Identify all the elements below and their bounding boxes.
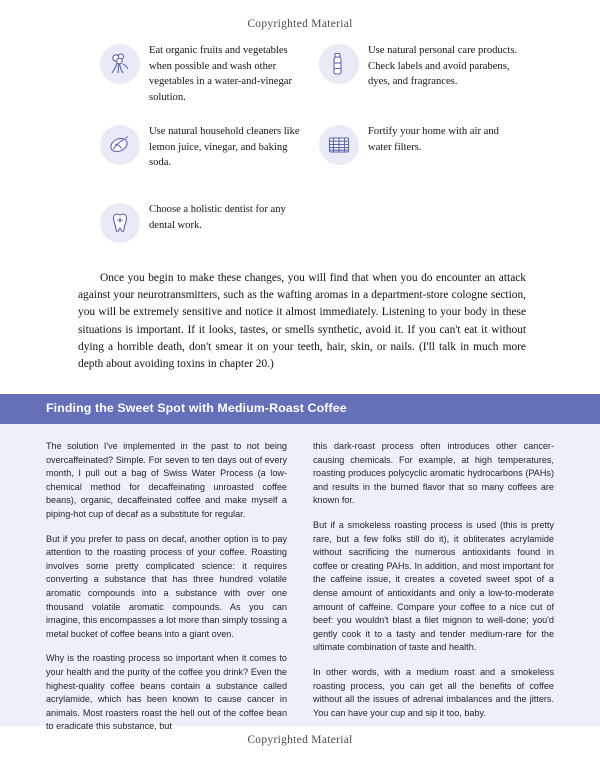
sidebar-paragraph: Why is the roasting process so important when it comes to your health and the purity of the coffee you drink? Even the highest-quality coffee beans contain a substance called acrylamide, which has been known to cause cancer in animals. Most roasters roast the hell out of the coffee bean to eradicate this substance, but xyxy=(46,653,287,732)
tip-text: Use natural personal care products. Check labels and avoid parabens, dyes, and fragrances. xyxy=(368,45,518,87)
tip-text: Fortify your home with air and water filters. xyxy=(368,126,499,153)
running-head-bottom: Copyrighted Material xyxy=(247,734,353,746)
sidebar-title-bar xyxy=(0,394,600,424)
tip-text: Choose a holistic dentist for any dental work. xyxy=(149,204,286,231)
sidebar-callout xyxy=(0,394,600,732)
tip-item xyxy=(100,201,301,261)
sidebar-column-left xyxy=(46,440,287,734)
sidebar-title: Finding the Sweet Spot with Medium-Roast Coffee xyxy=(46,401,347,415)
sidebar-column-right xyxy=(313,440,554,734)
lead-paragraph: Once you begin to make these changes, you will find that when you do encounter an attack against your neurotransmitters, such as the wafting aromas in a department-store cologne section, you will be extremely sensitive and notice it almost immediately. Listening to your body in these situations is important. If it looks, tastes, or smells synthetic, avoid it. If you can't eat it without dying a horrible death, don't smear it on your teeth, hair, skin, or nails. (I'll talk in much more depth about avoiding toxins in chapter 20.) xyxy=(78,272,526,371)
lotion-bottle-icon xyxy=(319,44,359,84)
tips-grid xyxy=(100,42,520,279)
sidebar-paragraph: The solution I've implemented in the past to not being overcaffeinated? Simple. For seven to ten days out of every month, I pull out a bag of Swiss Water Process (a low-chemical method for decaffeinating unroasted coffee beans), organic, decaffeinated coffee and make myself a piping-hot cup of decaf as a substitute for regular. xyxy=(46,441,287,519)
sidebar-paragraph: In other words, with a medium roast and a smokeless roasting process, you can get all the benefits of coffee without all the issues of adrenal imbalances and the jitters. You can have your cup and sip it too, baby. xyxy=(313,666,554,718)
tip-item xyxy=(100,123,301,183)
sidebar-paragraph: this dark-roast process often introduces other cancer-causing chemicals. For example, at high temperatures, roasting produces polycyclic aromatic hydrocarbons (PAHs) and results in the burned flavor that so many coffees are known for. xyxy=(313,441,554,506)
running-head-top: Copyrighted Material xyxy=(247,18,353,30)
sidebar-columns xyxy=(46,440,554,734)
sidebar-paragraph: But if a smokeless roasting process is used (this is pretty rare, but a few folks still do it), it obliterates acrylamide without sacrificing the numerous antioxidants found in coffee or creating PAHs. In addition, and most important for the caffeine issue, it creates a coveted sweet spot of a dense amount of antioxidants and only a low-to-moderate amount of caffeine. Compare your coffee to a nice cut of beef: you wouldn't blast a filet mignon to well-done; you'd gently cook it to a tasty and tender medium-rare for the ultimate combination of taste and health. xyxy=(313,519,554,653)
tip-item xyxy=(319,42,520,105)
tip-item xyxy=(319,123,520,183)
sidebar-paragraph: But if you prefer to pass on decaf, another option is to pay attention to the roasting process of your coffee. Roasting involves some pretty complicated science: it requires converting a substance that has three hundred volatile aromatic compounds into a substance with over one thousand volatile aromatic compounds. As you can imagine, this encompasses a lot more than simply tossing a metal bucket of coffee beans into a giant oven. xyxy=(46,533,287,639)
tip-text: Eat organic fruits and vegetables when possible and wash other vegetables in a water-and-vinegar solution. xyxy=(149,45,293,103)
tooth-icon xyxy=(100,203,140,243)
tip-item xyxy=(100,42,301,105)
tip-text: Use natural household cleaners like lemon juice, vinegar, and baking soda. xyxy=(149,126,300,168)
lemon-icon xyxy=(100,125,140,165)
broccoli-vegetable-icon xyxy=(100,44,140,84)
air-filter-icon xyxy=(319,125,359,165)
tips-section xyxy=(100,42,520,279)
